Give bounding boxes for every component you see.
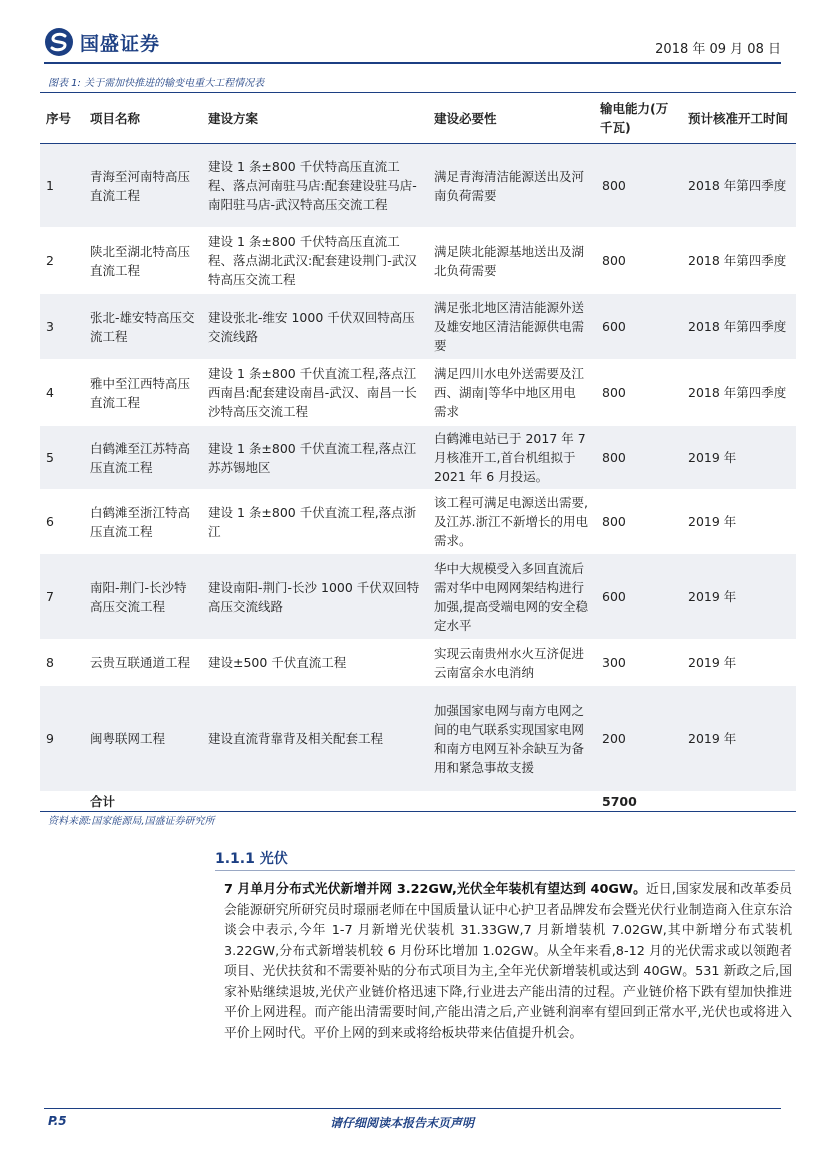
cell-project: 白鹤滩至江苏特高压直流工程 [84,426,202,490]
table-row [40,686,796,792]
header-divider [44,62,781,64]
cell-start-time: 2018 年第四季度 [682,144,796,228]
cell-index: 7 [40,554,84,640]
cell-start-time: 2019 年 [682,490,796,554]
cell-project: 闽粤联网工程 [84,686,202,792]
cell-start-time: 2018 年第四季度 [682,360,796,426]
cell-plan: 建设南阳-荆门-长沙 1000 千伏双回特高压交流线路 [202,554,428,640]
footer-disclaimer: 请仔细阅读本报告末页声明 [330,1116,475,1130]
cell-capacity: 600 [594,294,682,360]
cell-project: 白鹤滩至浙江特高压直流工程 [84,490,202,554]
paragraph-body: 近日,国家发展和改革委员会能源研究所研究员时璟丽老师在中国质量认证中心护卫者品牌发布会暨光伏行业制造商入住京东洽谈会中表示,今年 1-7 月新增光伏装机 31.33GW,7 月新增装机 7.02GW,其中新增分布式装机 3.22GW,分布式新增装机较 6 月份环比增加 1.02GW。从全年来看,8-12 月的光伏需求或以领跑者项目、光伏扶贫和不需要补贴的分布式项目为主,全年光伏新增装机或达到 40GW。531 新政之后,国家补贴继续退坡,光伏产业链价格迅速下降,行业进去产能出清的过程。产业链价格下跌有望加快推进平价上网进程。而产能出清需要时间,产能出清之后,产业链利润率有望回到正常水平,光伏也或将进入平价上网时代。平价上网的到来或将给板块带来估值提升机会。 [224,882,792,1041]
table-row [40,144,796,228]
cell-start-time: 2018 年第四季度 [682,294,796,360]
cell-plan: 建设 1 条±800 千伏特高压直流工程、落点河南驻马店:配套建设驻马店-南阳驻马店-武汉特高压交流工程 [202,144,428,228]
cell-index: 6 [40,490,84,554]
cell-index: 4 [40,360,84,426]
cell-necessity: 该工程可满足电源送出需要,及江苏.浙江不新增长的用电需求。 [428,490,594,554]
total-value: 5700 [594,792,682,812]
footer-divider [44,1108,781,1109]
brand-name: 国盛证券 [80,32,161,55]
cell-plan: 建设 1 条±800 千伏直流工程,落点江西南昌:配套建设南昌-武汉、南昌一长沙特高压交流工程 [202,360,428,426]
cell-necessity: 白鹤滩电站已于 2017 年 7 月核准开工,首台机组拟于 2021 年 6 月投运。 [428,426,594,490]
column-header: 预计核准开工时间 [682,93,796,144]
table-row [40,360,796,426]
total-label: 合计 [84,792,202,812]
table-row [40,554,796,640]
column-header: 项目名称 [84,93,202,144]
cell-necessity: 加强国家电网与南方电网之间的电气联系实现国家电网和南方电网互补余缺互为备用和紧急事故支援 [428,686,594,792]
cell-start-time: 2019 年 [682,426,796,490]
report-date: 2018 年 09 月 08 日 [655,42,781,57]
section-paragraph [224,880,792,1044]
table-row [40,294,796,360]
project-table [40,92,796,812]
cell-necessity: 满足青海清洁能源送出及河南负荷需要 [428,144,594,228]
cell-capacity: 600 [594,554,682,640]
table-header-row [40,93,796,144]
column-header: 序号 [40,93,84,144]
brand-logo-icon [44,27,74,57]
cell-empty [428,792,594,812]
cell-project: 雅中至江西特高压直流工程 [84,360,202,426]
table-row [40,640,796,686]
cell-capacity: 200 [594,686,682,792]
cell-plan: 建设 1 条±800 千伏直流工程,落点浙江 [202,490,428,554]
column-header: 建设必要性 [428,93,594,144]
table-caption: 图表 1: 关于需加快推进的输变电重大工程情况表 [48,78,265,89]
cell-plan: 建设 1 条±800 千伏特高压直流工程、落点湖北武汉:配套建设荆门-武汉特高压交流工程 [202,228,428,294]
section-title: 1.1.1 光伏 [215,851,288,867]
cell-necessity: 实现云南贵州水火互济促进云南富余水电消纳 [428,640,594,686]
section-divider [215,870,795,871]
cell-index: 3 [40,294,84,360]
table-total-row [40,792,796,812]
cell-index: 9 [40,686,84,792]
cell-capacity: 800 [594,228,682,294]
cell-capacity: 800 [594,360,682,426]
cell-project: 张北-雄安特高压交流工程 [84,294,202,360]
table-row [40,490,796,554]
column-header: 输电能力(万千瓦) [594,93,682,144]
cell-capacity: 800 [594,426,682,490]
cell-index: 1 [40,144,84,228]
cell-empty [682,792,796,812]
brand-logo [44,22,204,62]
cell-project: 陕北至湖北特高压直流工程 [84,228,202,294]
cell-start-time: 2019 年 [682,686,796,792]
cell-empty [202,792,428,812]
cell-plan: 建设张北-维安 1000 千伏双回特高压交流线路 [202,294,428,360]
column-header: 建设方案 [202,93,428,144]
cell-index: 5 [40,426,84,490]
paragraph-lead: 7 月单月分布式光伏新增并网 3.22GW,光伏全年装机有望达到 40GW。 [224,882,646,897]
cell-necessity: 满足四川水电外送需要及江西、湖南|等华中地区用电需求 [428,360,594,426]
cell-plan: 建设直流背靠背及相关配套工程 [202,686,428,792]
cell-empty [40,792,84,812]
cell-plan: 建设±500 千伏直流工程 [202,640,428,686]
cell-start-time: 2019 年 [682,640,796,686]
table-row [40,426,796,490]
cell-plan: 建设 1 条±800 千伏直流工程,落点江苏苏锡地区 [202,426,428,490]
cell-necessity: 满足张北地区清洁能源外送及雄安地区清洁能源供电需要 [428,294,594,360]
cell-project: 云贵互联通道工程 [84,640,202,686]
cell-start-time: 2019 年 [682,554,796,640]
cell-project: 南阳-荆门-长沙特高压交流工程 [84,554,202,640]
cell-start-time: 2018 年第四季度 [682,228,796,294]
table-source: 资料来源:国家能源局,国盛证券研究所 [48,816,215,827]
cell-necessity: 华中大规模受入多回直流后需对华中电网网架结构进行加强,提高受端电网的安全稳定水平 [428,554,594,640]
table-row [40,228,796,294]
cell-index: 8 [40,640,84,686]
page-number: P.5 [48,1114,67,1128]
cell-capacity: 300 [594,640,682,686]
cell-project: 青海至河南特高压直流工程 [84,144,202,228]
cell-capacity: 800 [594,144,682,228]
cell-capacity: 800 [594,490,682,554]
cell-index: 2 [40,228,84,294]
cell-necessity: 满足陕北能源基地送出及湖北负荷需要 [428,228,594,294]
